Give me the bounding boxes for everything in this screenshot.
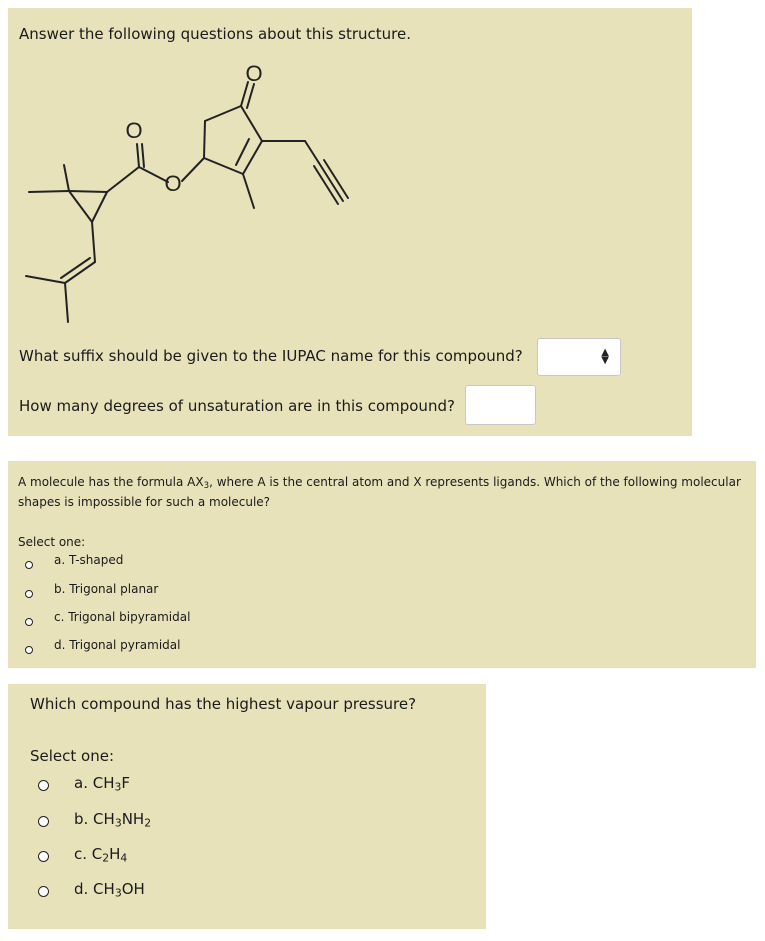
question-2-panel xyxy=(8,461,756,668)
unsaturation-question-label: How many degrees of unsaturation are in this compound? xyxy=(19,397,455,415)
radio-button[interactable] xyxy=(38,851,49,862)
question-1-prompt: Answer the following questions about this structure. xyxy=(19,25,412,43)
ester-oxygen-label: O xyxy=(164,171,182,196)
radio-button[interactable] xyxy=(25,590,33,598)
question-2-option-b[interactable]: b. Trigonal planar xyxy=(25,590,33,598)
question-2-prompt: A molecule has the formula $AX_3$, where A is the central atom and X represents ligands. Which of the following molecular shapes is impossible for such a molecule? xyxy=(18,475,741,509)
radio-button[interactable] xyxy=(25,561,33,569)
question-2-option-c[interactable]: c. Trigonal bipyramidal xyxy=(25,618,33,626)
suffix-dropdown[interactable] xyxy=(537,338,621,376)
radio-button[interactable] xyxy=(38,780,49,791)
question-2-option-d[interactable]: d. Trigonal pyramidal xyxy=(25,646,33,654)
question-3-panel: Which compound has the highest vapour pressure? Select one: a. $CH_3F$ b. $CH_3NH_2$ c. $C_2H_4$ d. $CH_3OH$ xyxy=(8,684,486,929)
question-2-option-a[interactable]: a. T-shaped xyxy=(25,561,33,569)
ketone-oxygen-label: O xyxy=(245,61,263,86)
question-2-select-label: Select one: xyxy=(18,535,86,549)
question-3-prompt: Which compound has the highest vapour pressure? xyxy=(30,695,417,713)
radio-button[interactable] xyxy=(25,646,33,654)
question-1-panel xyxy=(8,8,692,436)
radio-button[interactable] xyxy=(38,816,49,827)
dropdown-arrows-icon: ▲ ▼ xyxy=(601,347,609,366)
unsaturation-input[interactable] xyxy=(465,385,536,425)
chemical-structure-diagram xyxy=(8,8,692,338)
ester-carbonyl-oxygen-label: O xyxy=(125,118,143,143)
question-3-select-label: Select one: xyxy=(30,747,115,765)
suffix-question-label: What suffix should be given to the IUPAC name for this compound? xyxy=(19,347,523,365)
radio-button[interactable] xyxy=(25,618,33,626)
radio-button[interactable] xyxy=(38,886,49,897)
